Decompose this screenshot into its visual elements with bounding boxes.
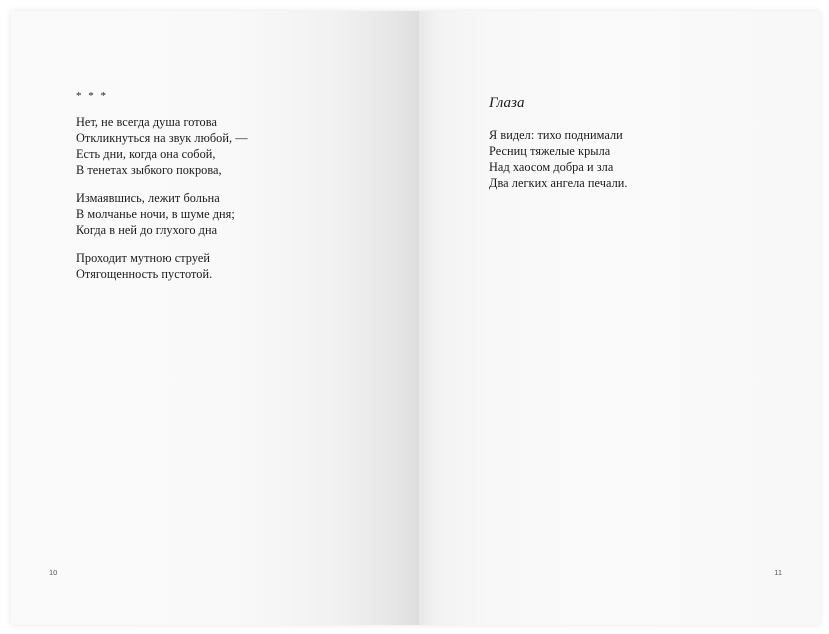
- poem-line: В молчанье ночи, в шуме дня;: [76, 207, 235, 221]
- left-page: [11, 11, 419, 625]
- poem-line: Два легких ангела печали.: [489, 176, 628, 190]
- poem-separator: * * *: [76, 90, 108, 102]
- stanza: [76, 190, 248, 238]
- poem-line: Ресниц тяжелые крыла: [489, 144, 611, 158]
- stanza: [76, 250, 248, 282]
- right-poem: [489, 94, 628, 191]
- poem-line: В тенетах зыбкого покрова,: [76, 163, 222, 177]
- poem-line: Я видел: тихо поднимали: [489, 128, 623, 142]
- poem-line: Проходит мутною струей: [76, 251, 211, 265]
- poem-line: Измаявшись, лежит больна: [76, 191, 220, 205]
- left-poem: [76, 88, 248, 282]
- book-spread: [11, 11, 820, 625]
- stanza: [489, 127, 628, 191]
- poem-title: Глаза: [489, 95, 525, 111]
- poem-line: Над хаосом добра и зла: [489, 160, 614, 174]
- poem-line: Отягощенность пустотой.: [76, 267, 213, 281]
- poem-line: Есть дни, когда она собой,: [76, 147, 216, 161]
- poem-line: Когда в ней до глухого дна: [76, 223, 218, 237]
- page-number: 10: [49, 568, 58, 577]
- poem-line: Нет, не всегда душа готова: [76, 115, 217, 129]
- page-number: 11: [774, 568, 782, 577]
- stanza: [76, 114, 248, 178]
- poem-line: Откликнуться на звук любой, —: [76, 131, 248, 145]
- right-page: [419, 11, 820, 625]
